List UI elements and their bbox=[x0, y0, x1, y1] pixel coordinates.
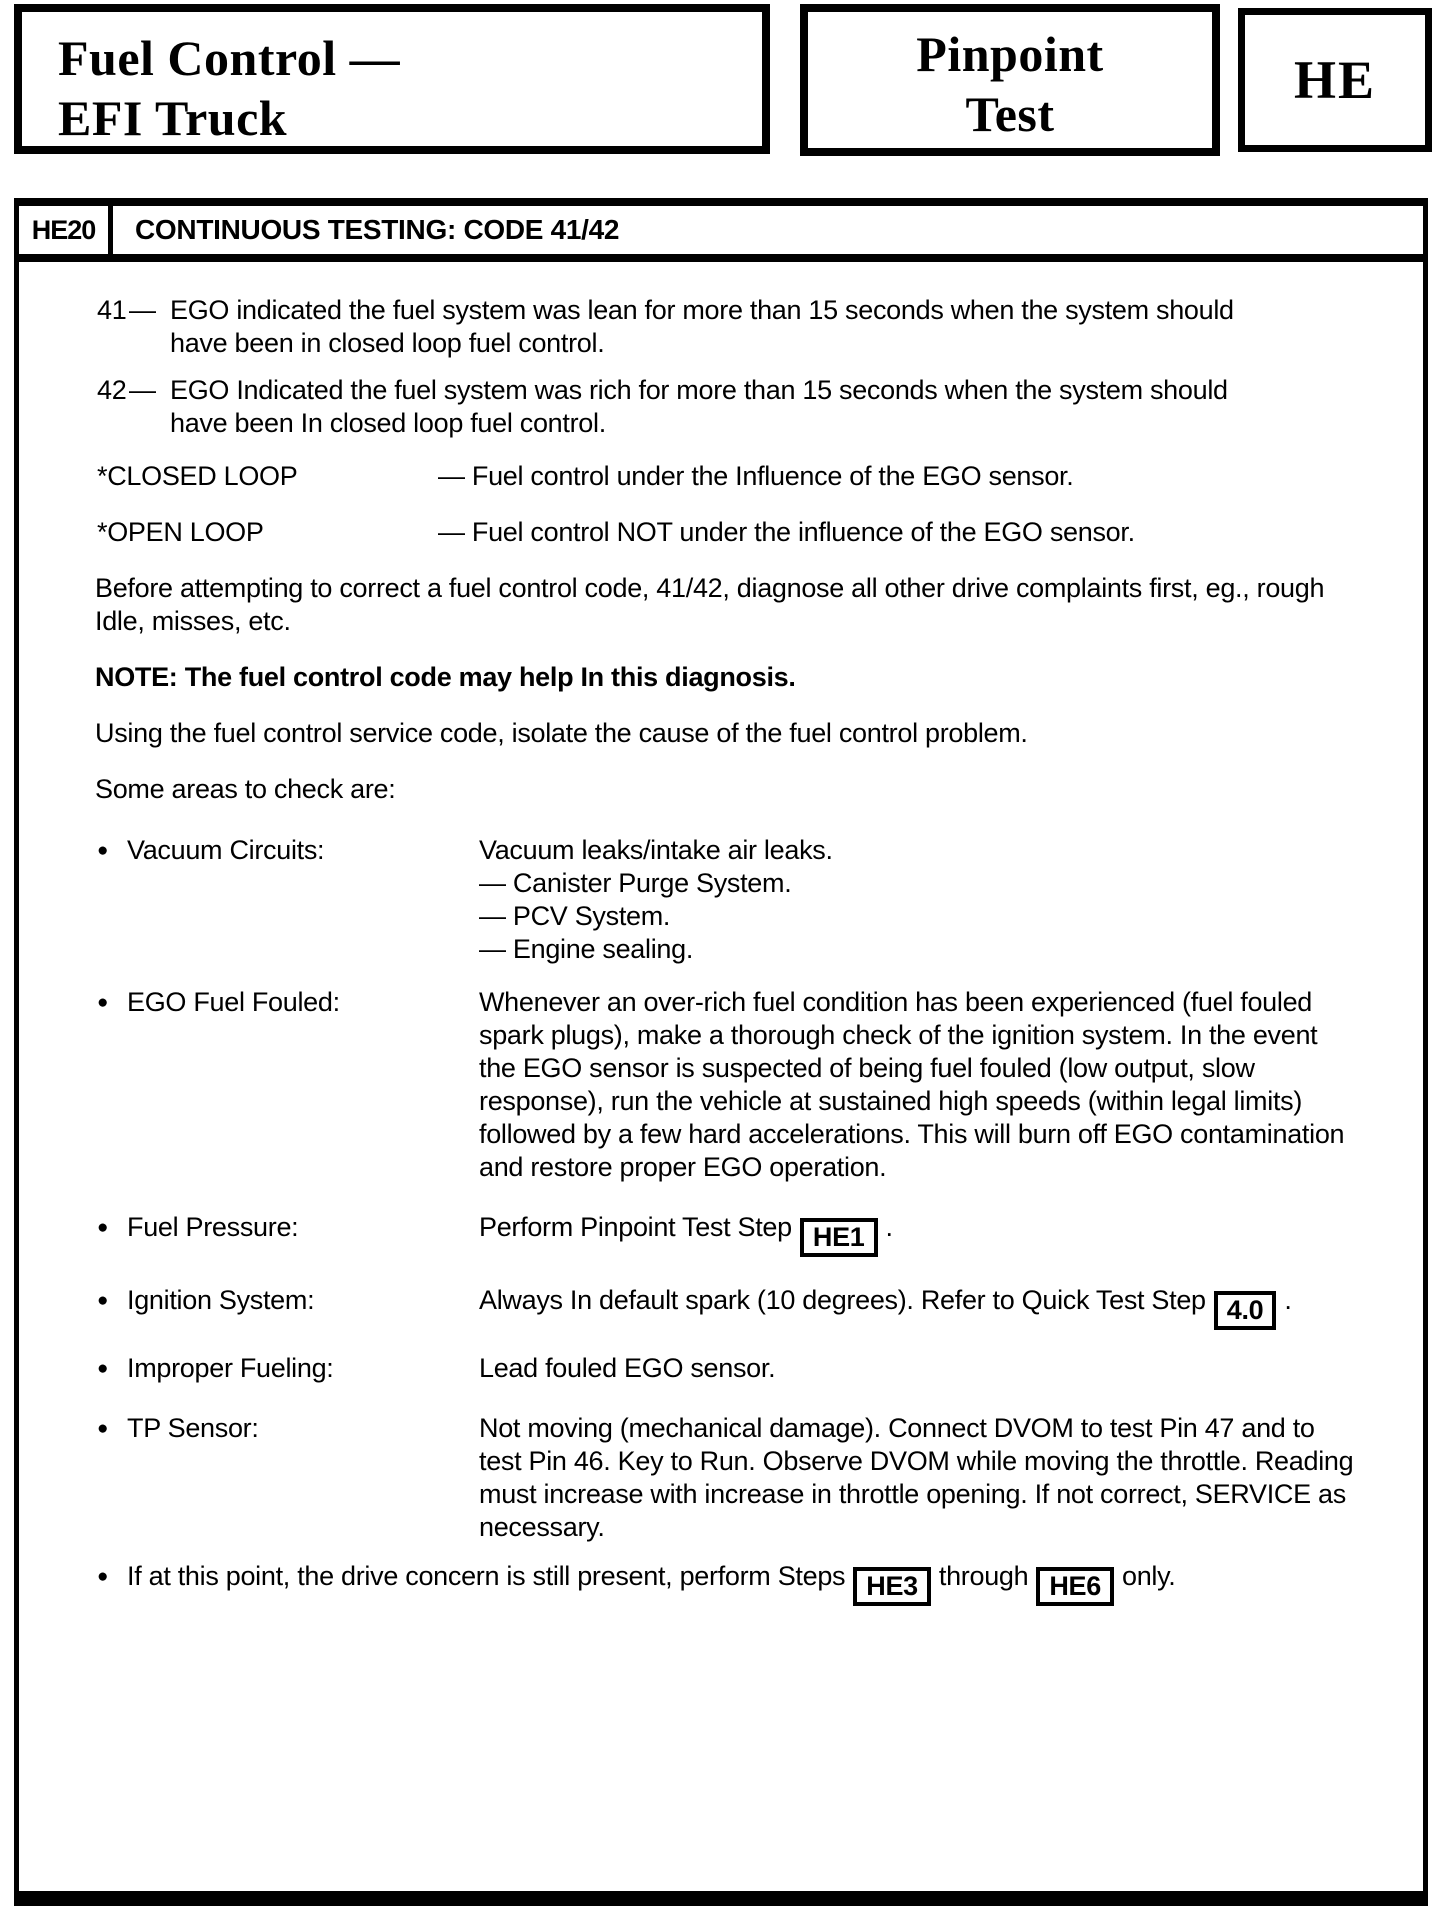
check-label: TP Sensor: bbox=[127, 1413, 259, 1443]
loop-definition: — Fuel control under the Influence of the EGO sensor. bbox=[438, 461, 1074, 491]
step-ref-he6: HE6 bbox=[1036, 1567, 1114, 1606]
check-desc-text: Always In default spark (10 degrees). Refer to Quick Test Step bbox=[479, 1285, 1206, 1315]
check-description bbox=[479, 834, 1359, 966]
note-paragraph: NOTE: The fuel control code may help In this diagnosis. bbox=[95, 662, 796, 692]
check-desc-line: — Engine sealing. bbox=[479, 934, 694, 964]
code-description: EGO indicated the fuel system was lean for more than 15 seconds when the system should have been in closed loop fuel control. bbox=[170, 295, 1234, 358]
check-row-ego-fuel-fouled bbox=[83, 986, 1383, 1184]
check-row-vacuum-circuits bbox=[83, 834, 1383, 966]
test-header bbox=[19, 206, 1423, 262]
final-note-text bbox=[127, 1560, 1383, 1606]
bullet-icon: ● bbox=[97, 1566, 109, 1587]
step-id-badge: HE20 bbox=[19, 206, 113, 254]
check-label: Fuel Pressure: bbox=[127, 1212, 299, 1242]
step-ref-he1: HE1 bbox=[800, 1218, 878, 1257]
doc-type-line2: Test bbox=[965, 86, 1055, 142]
final-note-prefix: If at this point, the drive concern is still present, perform Steps bbox=[127, 1561, 846, 1591]
check-label: Improper Fueling: bbox=[127, 1353, 334, 1383]
doc-type-box bbox=[800, 4, 1220, 156]
test-body bbox=[19, 262, 1423, 1606]
paragraph-some-areas: Some areas to check are: bbox=[95, 774, 396, 804]
section-code-box bbox=[1238, 8, 1432, 152]
check-label: Vacuum Circuits: bbox=[127, 835, 325, 865]
section-code: HE bbox=[1293, 50, 1377, 110]
check-desc-text: . bbox=[885, 1212, 893, 1242]
bullet-icon: ● bbox=[97, 1358, 109, 1379]
module-title-box bbox=[14, 4, 770, 154]
pinpoint-test-card bbox=[14, 198, 1428, 1906]
check-description: Not moving (mechanical damage). Connect DVOM to test Pin 47 and to test Pin 46. Key to Run. Observe DVOM while moving the throttle. Reading must increase with increase in throttle opening. If not correct, SERVICE as necessary. bbox=[479, 1413, 1354, 1542]
final-note-row bbox=[83, 1560, 1383, 1606]
quick-test-ref-4-0: 4.0 bbox=[1214, 1291, 1277, 1330]
check-description bbox=[479, 1284, 1359, 1330]
code-item-42 bbox=[97, 374, 1383, 440]
paragraph-using-service-code: Using the fuel control service code, isolate the cause of the fuel control problem. bbox=[95, 718, 1028, 748]
module-title-line1: Fuel Control — bbox=[58, 30, 401, 86]
final-note-middle: through bbox=[938, 1561, 1029, 1591]
final-note-suffix: only. bbox=[1121, 1561, 1176, 1591]
code-number: 41 bbox=[97, 295, 127, 325]
loop-term: *CLOSED LOOP bbox=[97, 461, 298, 491]
loop-term: *OPEN LOOP bbox=[97, 517, 264, 547]
doc-type-line1: Pinpoint bbox=[916, 26, 1104, 82]
bullet-icon: ● bbox=[97, 1418, 109, 1439]
check-desc-line: — Canister Purge System. bbox=[479, 868, 792, 898]
step-ref-he3: HE3 bbox=[853, 1567, 931, 1606]
test-title: CONTINUOUS TESTING: CODE 41/42 bbox=[135, 214, 620, 245]
check-description bbox=[479, 1211, 1359, 1257]
check-description: Lead fouled EGO sensor. bbox=[479, 1353, 776, 1383]
check-desc-line: Vacuum leaks/intake air leaks. bbox=[479, 835, 833, 865]
paragraph-before-attempting: Before attempting to correct a fuel control code, 41/42, diagnose all other drive complaints first, eg., rough Idle, misses, etc. bbox=[95, 573, 1325, 636]
dash-separator: — bbox=[129, 375, 156, 405]
check-label: Ignition System: bbox=[127, 1285, 315, 1315]
check-description: Whenever an over-rich fuel condition has been experienced (fuel fouled spark plugs), make a thorough check of the ignition system. In the event the EGO sensor is suspected of being fuel fouled (low output, slow response), run the vehicle at sustained high speeds (within legal limits) followed by a few hard accelerations. This will burn off EGO contamination and restore proper EGO operation. bbox=[479, 987, 1345, 1182]
code-description: EGO Indicated the fuel system was rich for more than 15 seconds when the system should have been In closed loop fuel control. bbox=[170, 375, 1228, 438]
check-label: EGO Fuel Fouled: bbox=[127, 987, 340, 1017]
check-row-ignition-system bbox=[83, 1284, 1383, 1330]
bullet-icon: ● bbox=[97, 992, 109, 1013]
loop-definition-open bbox=[97, 516, 1383, 549]
module-title-line2: EFI Truck bbox=[58, 90, 288, 146]
code-item-41 bbox=[97, 294, 1383, 360]
check-desc-text: Perform Pinpoint Test Step bbox=[479, 1212, 792, 1242]
check-desc-text: . bbox=[1284, 1285, 1292, 1315]
check-desc-line: — PCV System. bbox=[479, 901, 671, 931]
dash-separator: — bbox=[129, 295, 156, 325]
bullet-icon: ● bbox=[97, 840, 109, 861]
bullet-icon: ● bbox=[97, 1290, 109, 1311]
check-row-fuel-pressure bbox=[83, 1211, 1383, 1257]
check-row-improper-fueling bbox=[83, 1352, 1383, 1385]
code-number: 42 bbox=[97, 375, 127, 405]
loop-definition-closed bbox=[97, 460, 1383, 493]
loop-definition: — Fuel control NOT under the influence of the EGO sensor. bbox=[438, 517, 1135, 547]
check-row-tp-sensor bbox=[83, 1412, 1383, 1544]
bullet-icon: ● bbox=[97, 1217, 109, 1238]
